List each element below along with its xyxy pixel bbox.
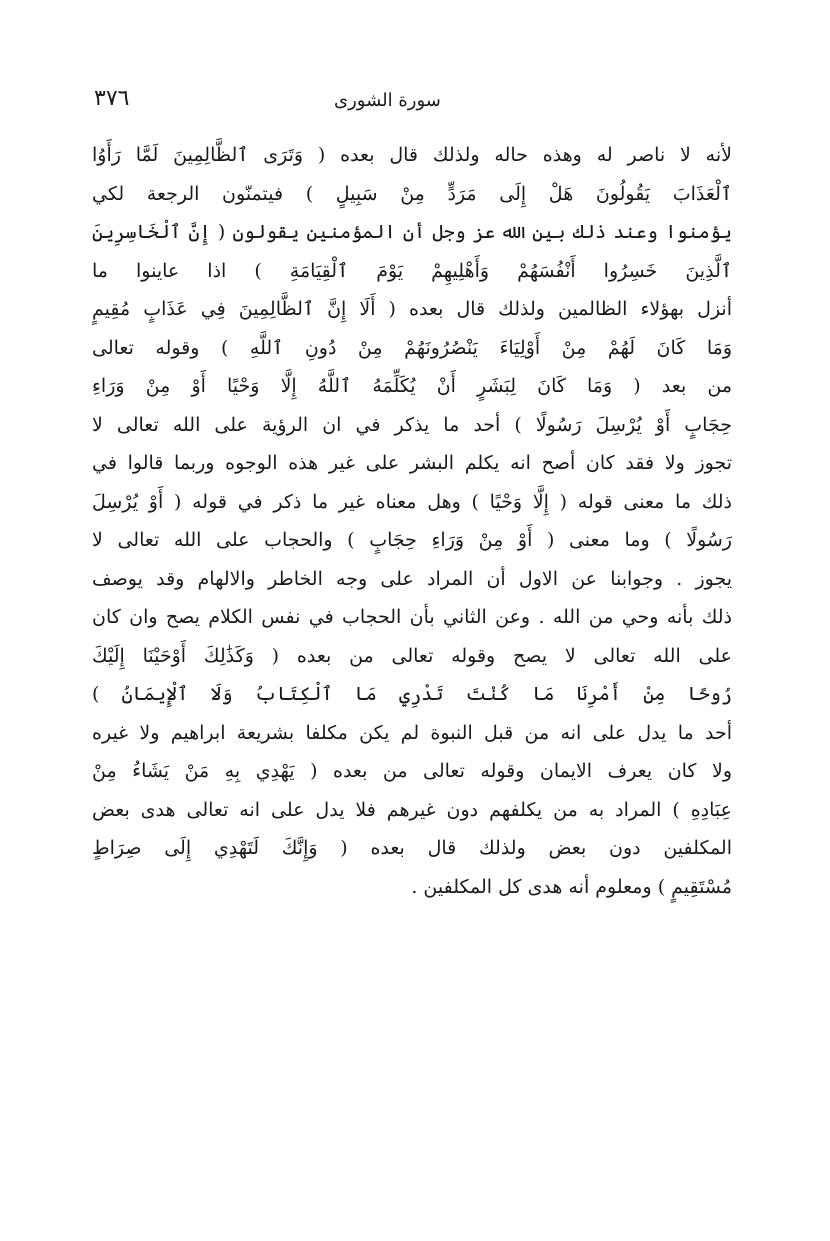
text-line: وَمَا كَانَ لَهُمْ مِنْ أَوْلِيَاءَ يَنْصُرُونَهُمْ مِنْ دُونِ ٱللَّهِ ) وقوله تعالى	[92, 336, 732, 359]
text-line: رُوحًا مِنْ أَمْرِنَا مَا كُنْتَ تَدْرِي مَا ٱلْكِتَابُ وَلَا ٱلْإِيمَانُ )	[92, 683, 732, 705]
text-line: أحد ما يدل على انه من قبل النبوة لم يكن مكلفا بشريعة ابراهيم ولا غيره	[92, 721, 732, 744]
running-title: سورة الشورى	[334, 90, 441, 111]
text-line: ٱلْعَذَابَ يَقُولُونَ هَلْ إِلَى مَرَدٍّ مِنْ سَبِيلٍ ) فيتمنّون الرجعة لكي	[92, 182, 732, 205]
text-line: ذلك ما معنى قوله ( إِلَّا وَحْيًا ) وهل معناه غير ما ذكر في قوله ( أَوْ يُرْسِلَ	[92, 490, 732, 513]
text-line: ذلك بأنه وحي من الله . وعن الثاني بأن الحجاب في نفس الكلام يصح وان كان	[92, 606, 732, 628]
text-line: عِبَادِهِ ) المراد به من يكلفهم دون غيرهم فلا يدل على انه تعالى هدى بعض	[92, 798, 732, 821]
text-line: ٱلَّذِينَ خَسِرُوا أَنْفُسَهُمْ وَأَهْلِيهِمْ يَوْمَ ٱلْقِيَامَةِ ) اذا عاينوا ما	[92, 259, 732, 282]
text-line: أنزل بهؤلاء الظالمين ولذلك قال بعده ( أَلَا إِنَّ ٱلظَّالِمِينَ فِي عَذَابٍ مُقِيمٍ	[92, 298, 732, 320]
page-header	[94, 86, 730, 120]
text-line: يؤمنوا وعند ذلك بين الله عز وجل أن المؤمنين يقولون ( إِنَّ ٱلْخَاسِرِينَ	[92, 221, 732, 243]
text-line: ولا كان يعرف الايمان وقوله تعالى من بعده ( يَهْدِي بِهِ مَنْ يَشَاءُ مِنْ	[92, 760, 732, 782]
text-line: المكلفين دون بعض ولذلك قال بعده ( وَإِنَّكَ لَتَهْدِي إِلَى صِرَاطٍ	[92, 837, 732, 859]
text-line: من بعد ( وَمَا كَانَ لِبَشَرٍ أَنْ يُكَلِّمَهُ ٱللَّهُ إِلَّا وَحْيًا أَوْ مِنْ وَرَاءِ	[92, 375, 732, 397]
text-line: رَسُولًا ) وما معنى ( أَوْ مِنْ وَرَاءِ حِجَابٍ ) والحجاب على الله تعالى لا	[92, 529, 732, 551]
body-text	[92, 136, 732, 906]
page-number: ٣٧٦	[94, 86, 130, 111]
text-line: مُسْتَقِيمٍ ) ومعلوم أنه هدى كل المكلفين .	[411, 875, 732, 898]
text-line: على الله تعالى لا يصح وقوله تعالى من بعده ( وَكَذَٰلِكَ أَوْحَيْنَا إِلَيْكَ	[92, 644, 732, 667]
text-line: يجوز . وجوابنا عن الاول أن المراد على وجه الخاطر والالهام وقد يوصف	[92, 567, 732, 590]
text-line: حِجَابٍ أَوْ يُرْسِلَ رَسُولًا ) أحد ما يذكر في ان الرؤية على الله تعالى لا	[92, 413, 732, 436]
text-line: تجوز ولا فقد كان أصح انه يكلم البشر على غير هذه الوجوه وربما قالوا في	[92, 452, 732, 474]
text-line: لأنه لا ناصر له وهذه حاله ولذلك قال بعده ( وَتَرَى ٱلظَّالِمِينَ لَمَّا رَأَوُا	[92, 144, 732, 166]
